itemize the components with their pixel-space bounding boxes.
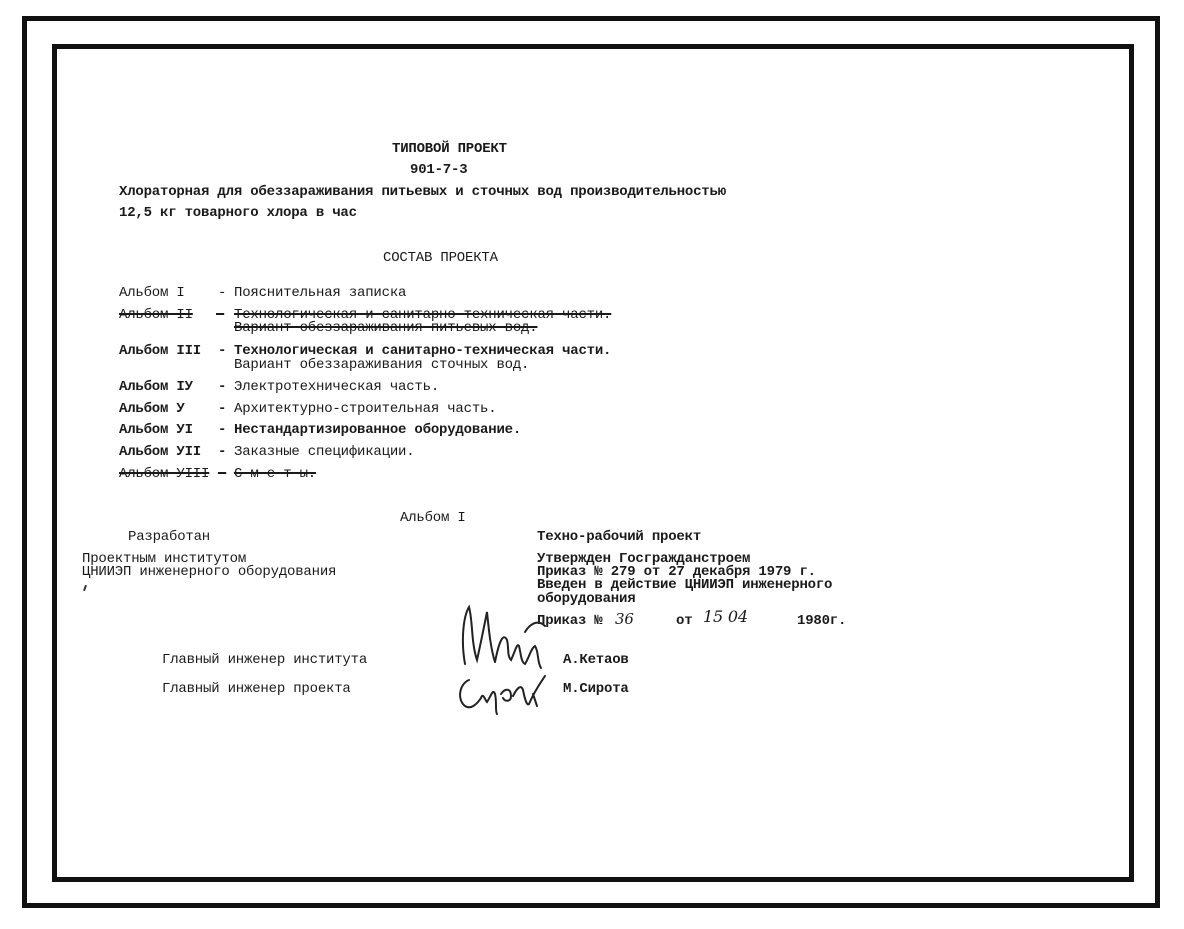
album-name: Альбом У <box>119 401 185 417</box>
album-desc: С м е т ы. <box>234 466 317 482</box>
album-desc: Технологическая и санитарно-техническая части. <box>234 343 612 359</box>
album-desc: Электротехническая часть. <box>234 379 440 395</box>
signature-name: А.Кетаов <box>563 652 629 668</box>
order-prefix: Приказ № <box>537 613 603 629</box>
signature-role: Главный инженер проекта <box>162 681 351 697</box>
approval-line1: Утвержден Госгражданстроем <box>537 551 751 567</box>
order-number: 36 <box>615 610 634 628</box>
project-title-line2: 12,5 кг товарного хлора в час <box>119 205 357 221</box>
album-desc: Архитектурно-строительная часть. <box>234 401 497 417</box>
album-desc: Пояснительная записка <box>234 285 407 301</box>
approval-line4: оборудования <box>537 591 636 607</box>
album-dash: - <box>216 307 225 323</box>
composition-heading: СОСТАВ ПРОЕКТА <box>383 250 498 266</box>
approval-line3: Введен в действие ЦНИИЭП инженерного <box>537 577 833 593</box>
album-desc-2: Вариант обеззараживания питьевых вод. <box>234 320 538 336</box>
album-dash: - <box>218 343 227 359</box>
album-name: Альбом II <box>119 307 193 323</box>
project-title-line1: Хлораторная для обеззараживания питьевых и сточных вод производительностью <box>119 184 726 200</box>
inner-frame <box>52 44 1134 882</box>
album-dash: - <box>218 466 227 482</box>
album-dash: - <box>218 444 227 460</box>
approval-label: Техно-рабочий проект <box>537 529 702 545</box>
album-name: Альбом IУ <box>119 379 193 395</box>
album-desc: Технологическая и санитарно-техническая части. <box>234 307 612 323</box>
current-album: Альбом I <box>400 510 466 526</box>
album-desc: Заказные спецификации. <box>234 444 415 460</box>
album-dash: - <box>218 422 227 438</box>
approval-line2: Приказ № 279 от 27 декабря 1979 г. <box>537 564 816 580</box>
album-desc-2: Вариант обеззараживания сточных вод. <box>234 357 530 373</box>
album-dash: - <box>218 401 227 417</box>
signature-role: Главный инженер института <box>162 652 368 668</box>
developer-line1: Проектным институтом <box>82 551 247 567</box>
album-name: Альбом УIII <box>119 466 210 482</box>
project-type: ТИПОВОЙ ПРОЕКТ <box>392 141 507 157</box>
album-desc: Нестандартизированное оборудование. <box>234 422 522 438</box>
developer-line2: ЦНИИЭП инженерного оборудования <box>82 564 337 580</box>
developer-label: Разработан <box>128 529 211 545</box>
order-date: 15 04 <box>703 607 748 626</box>
album-name: Альбом III <box>119 343 202 359</box>
album-name: Альбом I <box>119 285 185 301</box>
album-dash: - <box>218 285 227 301</box>
order-year: 1980г. <box>797 613 847 629</box>
album-dash: - <box>218 379 227 395</box>
album-name: Альбом УII <box>119 444 202 460</box>
order-from: от <box>676 613 693 629</box>
signature-name: М.Сирота <box>563 681 629 697</box>
handwritten-signature-icon <box>455 670 550 716</box>
handwritten-signature-icon <box>455 602 550 674</box>
album-name: Альбом УI <box>119 422 193 438</box>
project-number: 901-7-3 <box>410 162 468 178</box>
